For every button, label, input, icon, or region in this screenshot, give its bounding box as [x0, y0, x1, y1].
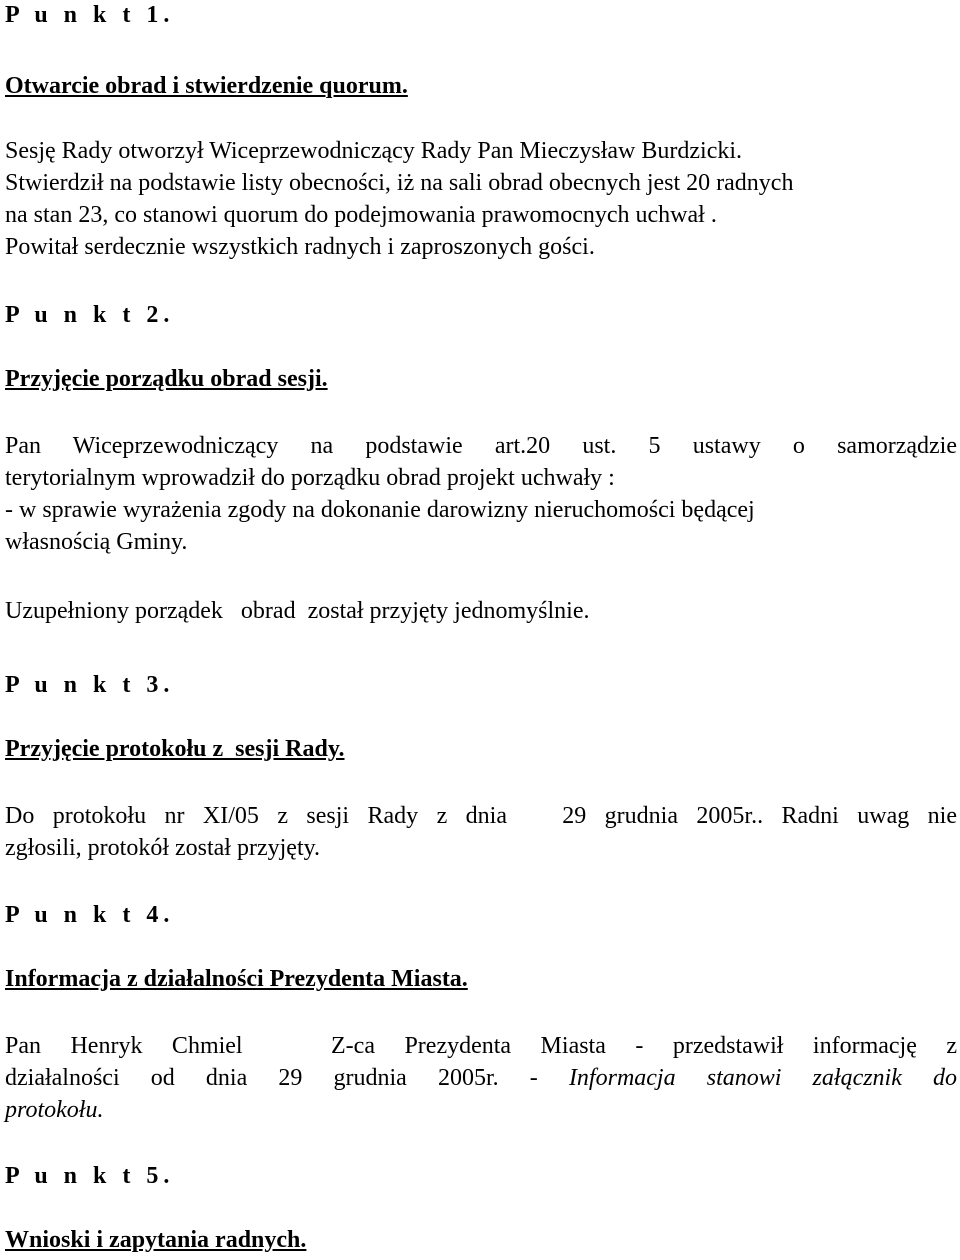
section-3-paragraph — [5, 800, 957, 864]
paragraph-line: zgłosili, protokół został przyjęty. — [5, 835, 321, 861]
paragraph-line: Stwierdził na podstawie listy obecności, iż na sali obrad obecnych jest 20 radnych — [5, 170, 794, 196]
section-4-paragraph — [5, 1030, 957, 1126]
section-5-number: P u n k t 5. — [5, 1163, 175, 1189]
paragraph-line: Pan Wiceprzewodniczący na podstawie art.20 ust. 5 ustawy o samorządzie — [5, 433, 957, 459]
section-4-number: P u n k t 4. — [5, 902, 175, 928]
section-2-heading: Przyjęcie porządku obrad sesji. — [5, 366, 328, 392]
attachment-note: protokołu. — [5, 1097, 104, 1123]
attachment-note: Informacja stanowi załącznik do — [568, 1065, 958, 1091]
paragraph-line: Do protokołu nr XI/05 z sesji Rady z dnia 29 grudnia 2005r.. Radni uwag nie — [5, 803, 957, 829]
section-2-result: Uzupełniony porządek obrad został przyjęty jednomyślnie. — [5, 598, 590, 624]
section-2-paragraph — [5, 430, 957, 558]
section-5-heading: Wnioski i zapytania radnych. — [5, 1227, 307, 1253]
paragraph-line: terytorialnym wprowadził do porządku obrad projekt uchwały : — [5, 465, 615, 491]
paragraph-line: Powitał serdecznie wszystkich radnych i zaproszonych gości. — [5, 234, 595, 260]
paragraph-line: - w sprawie wyrażenia zgody na dokonanie darowizny nieruchomości będącej — [5, 497, 755, 523]
section-3-heading: Przyjęcie protokołu z sesji Rady. — [5, 736, 345, 762]
section-4-heading: Informacja z działalności Prezydenta Miasta. — [5, 966, 468, 992]
paragraph-line: Sesję Rady otworzył Wiceprzewodniczący Rady Pan Mieczysław Burdzicki. — [5, 138, 743, 164]
section-1-paragraph — [5, 135, 957, 263]
section-1-number: P u n k t 1. — [5, 2, 175, 28]
section-1-heading: Otwarcie obrad i stwierdzenie quorum. — [5, 73, 408, 99]
paragraph-line — [5, 1094, 957, 1126]
paragraph-line — [5, 1062, 957, 1094]
paragraph-line: własnością Gminy. — [5, 529, 188, 555]
section-2-number: P u n k t 2. — [5, 302, 175, 328]
section-3-number: P u n k t 3. — [5, 672, 175, 698]
paragraph-line: Pan Henryk Chmiel Z-ca Prezydenta Miasta - przedstawił informację z — [5, 1033, 957, 1059]
paragraph-text: działalności od dnia 29 grudnia 2005r. - — [5, 1065, 538, 1091]
paragraph-line: na stan 23, co stanowi quorum do podejmowania prawomocnych uchwał . — [5, 202, 717, 228]
